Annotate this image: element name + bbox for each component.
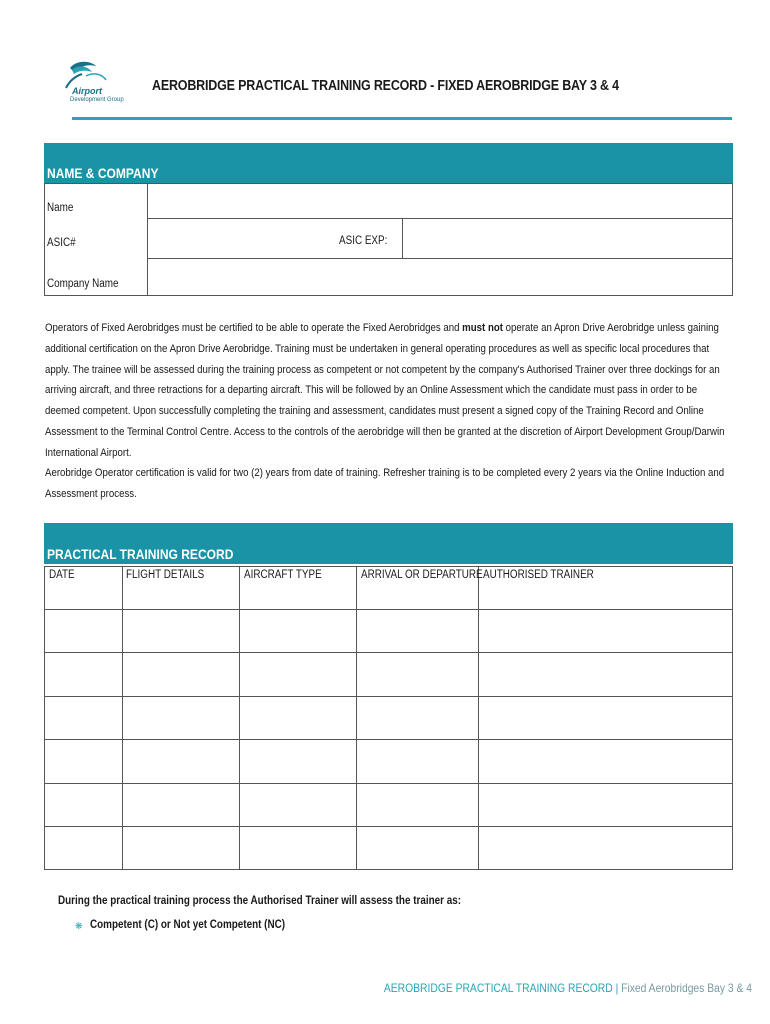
training-record-band [44, 523, 733, 564]
column-header-flight-details: FLIGHT DETAILS [126, 569, 205, 581]
column-header-aircraft-type: AIRCRAFT TYPE [244, 569, 322, 581]
assessment-note: During the practical training process the Authorised Trainer will assess the trainer as: [58, 895, 462, 907]
column-header-authorised-trainer: AUTHORISED TRAINER [483, 569, 594, 581]
row-line-4 [44, 783, 733, 784]
paragraph-text-1: Operators of Fixed Aerobridges must be certified to be able to operate the Fixed Aerobridges and [45, 322, 463, 334]
training-record-heading: PRACTICAL TRAINING RECORD [47, 546, 234, 562]
col-divider-3 [356, 566, 357, 870]
name-company-band [44, 143, 733, 183]
asic-label: ASIC# [47, 237, 76, 249]
name-label: Name [47, 202, 74, 214]
row-line-5 [44, 826, 733, 827]
col-divider-2 [239, 566, 240, 870]
validity-paragraph: Aerobridge Operator certification is valid for two (2) years from date of training. Refresher training is to be completed every 2 years via the Online Induction and Assessment process. [45, 467, 725, 500]
asic-field[interactable] [148, 219, 338, 258]
assessment-options: Competent (C) or Not yet Competent (NC) [90, 919, 286, 931]
row-line-1 [44, 652, 733, 653]
page-footer [384, 981, 752, 995]
footer-subtitle: Fixed Aerobridges Bay 3 & 4 [621, 981, 752, 995]
row-line-3 [44, 739, 733, 740]
row-line-0 [44, 609, 733, 610]
footer-separator: | [615, 981, 619, 995]
name-field[interactable] [148, 184, 732, 218]
column-header-date: DATE [49, 569, 75, 581]
company-name-label: Company Name [47, 278, 119, 290]
paragraph-text-2: operate an Apron Drive Aerobridge unless gaining additional certification on the Apron Drive Aerobridge. Training must be undertaken in general operating procedures as well as specific local procedures that apply. The trainee will be assessed during the training process as competent or not competent by the company's Authorised Trainer over three dockings for an arriving aircraft, and three retractions for a departing aircraft. This will be followed by an Online Assessment which the candidate must pass in order to be deemed competent. Upon successfully completing the training and assessment, candidates must present a signed copy of the Training Record and Online Assessment to the Terminal Control Centre. Access to the controls of the aerobridge will then be granted at the discretion of Airport Development Group/Darwin International Airport. [45, 322, 725, 459]
title-rule [72, 117, 732, 120]
footer-title: AEROBRIDGE PRACTICAL TRAINING RECORD [383, 981, 613, 995]
company-name-field[interactable] [148, 259, 732, 295]
page-title: AEROBRIDGE PRACTICAL TRAINING RECORD - FIXED AEROBRIDGE BAY 3 & 4 [152, 78, 619, 94]
training-record-table [44, 566, 733, 870]
name-company-heading: NAME & COMPANY [47, 165, 159, 181]
bullet-icon: ❋ [75, 921, 83, 931]
paragraph-emphasis: must not [462, 322, 503, 334]
asic-exp-label: ASIC EXP: [339, 235, 388, 247]
row-line-2 [44, 696, 733, 697]
logo-subtitle: Development Group [70, 97, 124, 103]
logo-name: Airport [72, 86, 102, 96]
col-divider-4 [478, 566, 479, 870]
col-divider-1 [122, 566, 123, 870]
certification-paragraph [45, 318, 729, 464]
asic-exp-field[interactable] [403, 219, 732, 258]
column-header-arrival-departure: ARRIVAL OR DEPARTURE [361, 569, 483, 581]
